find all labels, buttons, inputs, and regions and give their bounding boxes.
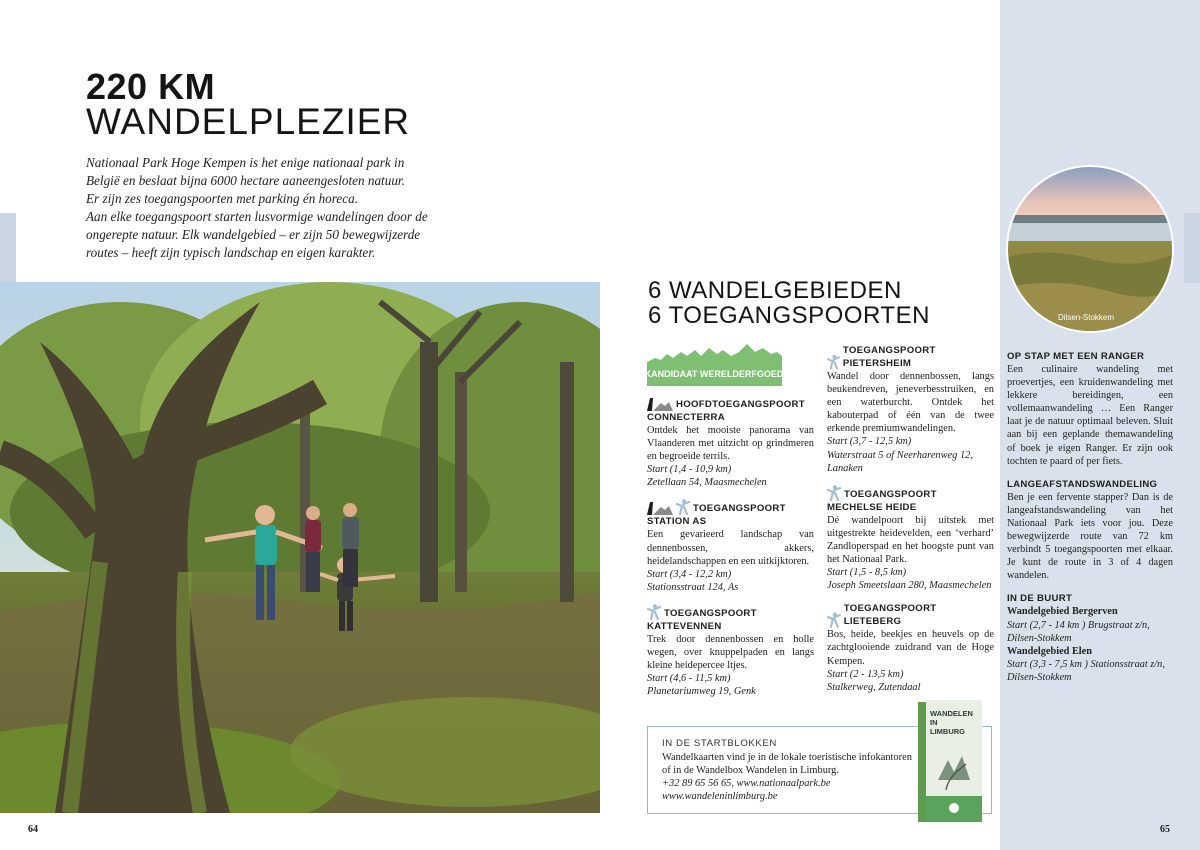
intro-line: Aan elke toegangspoort starten lusvormige wandelingen door de	[86, 209, 428, 224]
gate-title: TOEGANGSPOORT	[693, 503, 786, 515]
heading-line-1: 6 WANDELGEBIEDEN	[648, 277, 902, 304]
title-bold: 220 KM	[86, 66, 216, 107]
walker-icon	[827, 485, 841, 501]
gate-subtitle: MECHELSE HEIDE	[827, 501, 917, 513]
ranger-title: OP STAP MET EEN RANGER	[1007, 351, 1145, 362]
gate-mechelse-heide	[827, 485, 994, 593]
gate-start: Start (3,4 - 12,2 km)	[647, 568, 732, 580]
gate-address: Stationsstraat 124, As	[647, 581, 739, 593]
gate-address: Stalkerweg, Zutendaal	[827, 681, 921, 693]
intro-line: België en beslaat bijna 6000 hectare aaneengesloten natuur.	[86, 173, 405, 188]
gate-station-as	[647, 499, 814, 593]
gate-address: Joseph Smeetslaan 280, Maasmechelen	[827, 580, 992, 592]
book-title-line: IN	[930, 718, 938, 727]
forest-family-photo	[0, 282, 600, 813]
title-light: WANDELPLEZIER	[86, 101, 411, 142]
gate-title: TOEGANGSPOORT LIETEBERG	[843, 603, 937, 628]
intro-line: Er zijn zes toegangspoorten met parking én horeca.	[86, 191, 359, 206]
gate-start: Start (3,7 - 12,5 km)	[827, 436, 912, 448]
gate-start: Start (1,5 - 8,5 km)	[827, 567, 907, 579]
walker-icon	[676, 499, 690, 515]
gate-title: TOEGANGSPOORT PIETERSHEIM	[842, 345, 936, 369]
intro-line: routes – heeft zijn typisch landschap en eigen karakter.	[86, 245, 376, 260]
gate-description: Een gevarieerd landschap van dennenbossen, akkers, heidelandschappen en een uitkijktoren.	[647, 529, 814, 567]
page-number-left: 64	[28, 824, 38, 835]
gate-title-row	[827, 602, 994, 628]
gate-title-row	[647, 499, 814, 515]
gates-column-2	[827, 344, 994, 704]
gate-start: Start (1,4 - 10,9 km)	[647, 464, 732, 476]
forest-illustration	[0, 282, 600, 813]
section-heading	[648, 278, 930, 328]
in-de-buurt-title: IN DE BUURT	[1007, 593, 1073, 605]
gate-title: TOEGANGSPOORT	[664, 607, 757, 619]
gate-title-row	[647, 398, 814, 411]
buurt-item-detail: Start (3,3 - 7,5 km ) Stationsstraat z/n, Dilsen-Stokkem	[1007, 658, 1165, 683]
sidebar-content	[1007, 350, 1173, 684]
walker-icon	[827, 612, 841, 628]
page-number-right: 65	[1160, 824, 1170, 835]
gate-address: Planetariumweg 19, Genk	[647, 686, 756, 698]
hiking-terrain-icon	[647, 502, 673, 515]
book-title-line: LIMBURG	[930, 727, 965, 736]
gate-connecterra	[647, 398, 814, 489]
gate-start: Start (2 - 13,5 km)	[827, 668, 904, 680]
buurt-item-name: Wandelgebied Bergerven	[1007, 606, 1118, 618]
startblokken-contact[interactable]: +32 89 65 56 65, www.nationaalpark.be	[662, 778, 831, 789]
gate-description: Dé wandelpoort bij uitstek met uitgestrekte heidevelden, een ‘verhard’ Zandloperspad en het hoogste punt van het Nationaal Park.	[827, 514, 994, 566]
photo-caption: Dilsen-Stokkem	[1058, 313, 1115, 322]
werelderfgoed-badge	[647, 344, 782, 386]
gate-title: HOOFDTOEGANGSPOORT	[676, 399, 805, 410]
gate-description: Wandel door dennenbossen, langs beukendreven, jeneverbesstruiken, en een waterburcht. Ontdek het kabouterpad of één van de twee erkende premiumwandelingen.	[827, 371, 994, 435]
gate-title-row	[827, 485, 994, 501]
startblokken-website[interactable]: www.wandeleninlimburg.be	[662, 791, 778, 802]
gates-column-1	[647, 398, 814, 708]
gate-subtitle: STATION AS	[647, 516, 707, 528]
walker-icon	[827, 354, 840, 370]
heading-line-2: 6 TOEGANGSPOORTEN	[648, 302, 930, 329]
intro-line: ongerepte natuur. Elk wandelgebied – er zijn 50 bewegwijzerde	[86, 227, 421, 242]
gate-title-row	[827, 344, 994, 370]
ranger-text: Een culinaire wandeling met proevertjes, een kruidenwandeling met lekkere bereidingen, een vollemaanwandeling … Een Ranger laat je de natuur optimaal beleven. Sluit aan bij een geplande themawandeling of boek je eigen Ranger. Er zijn ook tochten te paard of per fiets.	[1007, 364, 1173, 467]
gate-address: Zetellaan 54, Maasmechelen	[647, 477, 767, 489]
skyline-badge-icon	[647, 344, 782, 386]
gate-description: Bos, heide, beekjes en heuvels op de zachtglooiende zuidrand van de Hoge Kempen.	[827, 629, 994, 667]
gate-pietersheim	[827, 344, 994, 475]
hiking-terrain-icon	[647, 398, 673, 411]
startblokken-text: Wandelkaarten vind je in de lokale toeristische infokantoren of in de Wandelbox Wandelen in Limburg.	[662, 752, 912, 776]
gate-start: Start (4,6 - 11,5 km)	[647, 673, 731, 685]
left-edge-tab	[0, 213, 16, 283]
dilsen-stokkem-photo	[1006, 165, 1174, 333]
right-edge-tab	[1184, 213, 1200, 283]
intro-line: Nationaal Park Hoge Kempen is het enige nationaal park in	[86, 155, 405, 170]
book-cover-illustration	[918, 700, 982, 822]
buurt-item-detail: Start (2,7 - 14 km ) Brugstraat z/n, Dilsen-Stokkem	[1007, 619, 1150, 644]
book-title-line: WANDELEN	[930, 709, 973, 718]
gate-description: Ontdek het mooiste panorama van Vlaanderen met uitzicht op grindmeren en begroeide terrils.	[647, 425, 814, 463]
intro-paragraph	[86, 154, 446, 262]
lange-afstand-text: Ben je een fervente stapper? Dan is de langeafstandswandeling van het Nationaal Park iets voor jou. Deze bewegwijzerde route van 72 km verbindt 5 toegangspoorten met elkaar. Je kunt de route in 3 of 4 dagen wandelen.	[1007, 491, 1173, 582]
badge-label: KANDIDAAT WERELDERFGOED	[647, 369, 782, 379]
buurt-item-name: Wandelgebied Elen	[1007, 645, 1092, 657]
gate-title: TOEGANGSPOORT	[844, 488, 937, 500]
gate-lieteberg	[827, 602, 994, 693]
gate-address: Waterstraat 5 of Neerharenweg 12, Lanaken	[827, 449, 973, 474]
lake-landscape-illustration	[1008, 167, 1174, 333]
gate-kattevennen	[647, 604, 814, 698]
gate-subtitle: CONNECTERRA	[647, 412, 725, 423]
walker-icon	[647, 604, 661, 620]
gate-description: Trek door dennenbossen en holle wegen, over knuppelpaden en langs kleine heidepercee ltjes.	[647, 633, 814, 672]
gate-title-row	[647, 604, 814, 620]
gate-subtitle: KATTEVENNEN	[647, 620, 722, 632]
startblokken-label: IN DE STARTBLOKKEN	[662, 738, 777, 749]
wandelbox-book-cover	[918, 700, 982, 822]
lange-afstand-title: LANGEAFSTANDSWANDELING	[1007, 478, 1158, 490]
